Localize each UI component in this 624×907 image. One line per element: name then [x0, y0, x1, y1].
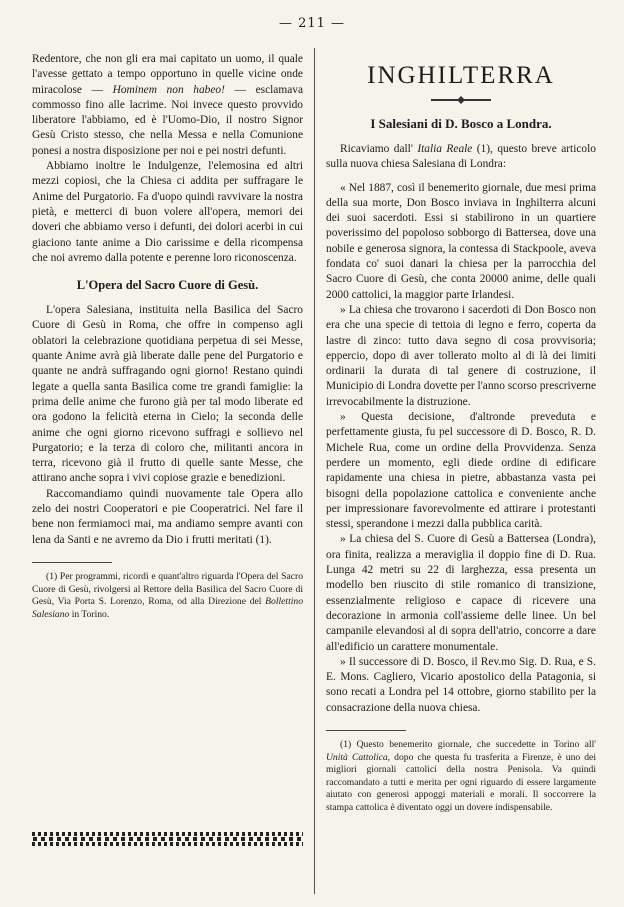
section-title: L'Opera del Sacro Cuore di Gesù. — [76, 278, 259, 293]
footnote-divider — [326, 730, 406, 731]
text: (1), questo breve articolo sulla nuova chiesa Salesiana di Londra: — [326, 143, 596, 171]
paragraph: « Nel 1887, così il benemerito giornale, due mesi prima della sua morte, Don Bosco inviava in Inghilterra alcuni dei suoi sacerdoti. Essi si stabilirono in un quartiere poverissimo del popoloso sobborgo di Battersea, dove una nobile e generosa signora, la contessa di Stackpoole, aveva fondata co' suoi danari la chiesa per la parrocchia del Sacro Cuore di Gesù, che conta 20000 anime, delle quali 2000 cattolici, la maggior parte Irlandesi. — [326, 181, 596, 301]
text: — esclamava commosso fino alle lacrime. Noi invece questo provvido liberatore l'abbiamo, ed è l'Uomo-Dio, il nostro Signor Gesù Cristo stesso, che nella Messa e nella Comunione ponesi a nostra disposizione per noi e pei nostri defunti. — [32, 83, 304, 157]
text: Bollettino Salesiano — [32, 596, 303, 620]
text: (1) Per programmi, ricordi e quant'altro riguarda l'Opera del Sacro Cuore di Gesù, rivolgersi al Rettore della Basilica del Sacro Cuore di Gesù, Via Porta S. Lorenzo, Roma, od alla Direzione del — [32, 570, 303, 608]
text: Unità Cattolica — [326, 751, 388, 763]
paragraph: L'opera Salesiana, instituita nella Basilica del Sacro Cuore di Gesù in Roma, che offre in compenso agli oblatori la celebrazione quotidiana perpetua di sei Messe, quante Anime avrà già liberate dalle pene del Purgatorio e quante ne andrà suffragando ogni giorno! Restano quindi legate a quella santa Basilica come tre grandi famiglie: la prima delle anime che furono già per tal modo liberate ed ora godono la felicità eterna in Cielo; la seconda delle anime che ogni giorno ricevono suffragi e sollievo nel Purgatorio; e la terza di coloro che, militanti ancora in terra, ricevono già il frutto di quelle sante Messe, che attirano anche sopra i vivi copiose grazie e benedizioni. — [32, 304, 303, 485]
paragraph: » Questa decisione, d'altronde preveduta e perfettamente giusta, fu pel successore di D. Bosco, R. D. Michele Rua, come un ordine della Provvidenza. Senza perdere un momento, egli diede ordine di edificare rapidamente una chiesa in pietre, abbastanza vasta pei bisogni della popolazione cattolica e conveniente anche per impressionare favorevolmente ed attirare i protestanti stessi, sperandone i mezzi dalla pubblica carità. — [326, 411, 596, 531]
text: Italia Reale — [417, 143, 473, 155]
left-column — [32, 52, 303, 621]
paragraph — [326, 142, 596, 173]
latin-quote: Hominem non habeo! — [112, 83, 225, 96]
article-title: I Salesiani di D. Bosco a Londra. — [370, 116, 552, 131]
column-divider — [314, 48, 315, 894]
decorative-border — [32, 832, 303, 846]
footnote — [32, 571, 303, 621]
flourish-ornament — [431, 96, 491, 104]
paragraph — [32, 52, 303, 159]
paragraph: Raccomandiamo quindi nuovamente tale Opera allo zelo dei nostri Cooperatori e pie Cooperatrici. Nel fare il bene non fermiamoci mai, ma andiamo sempre avanti con lena da Santi e ne avremo da Dio i frutti meritati (1). — [32, 487, 303, 546]
text: Ricaviamo dall' — [340, 143, 418, 155]
paragraph: Abbiamo inoltre le Indulgenze, l'elemosina ed altri mezzi copiosi, che la Chiesa ci addita per suffragare le Anime del Purgatorio. Fa d'uopo quindi ravvivare la nostra pietà, e metterci di buon volere all'opera, memori dei doveri che abbiamo verso i defunti, dei dolori acerbi in cui giaciono tante anime a Dio carissime e della ricompensa che noi avremo dalla potente e perenne loro riconoscenza. — [32, 160, 303, 264]
footnote-divider — [32, 562, 112, 563]
footnote — [326, 739, 596, 815]
paragraph: » La chiesa del S. Cuore di Gesù a Battersea (Londra), ora finita, realizza a meraviglia il doppio fine di D. Rua. Lunga 42 metri su 22 di larghezza, essa presenta un modello ben riuscito di stile romanico di transizione, essenzialmente religioso e capace di ricevere una decorazione in armonia coll'assieme delle linee. Un bel campanile elevandosi al di sopra dell'atrio, concorre a dare all'edificio un carattere monumentale. — [326, 533, 596, 653]
text: , dopo che questa fu trasferita a Firenze, è uno dei migliori giornali cattolici della nostra Penisola. Va quindi raccomandato a tutti e merita per ogni riguardo di essere largamente aiutato con generosi appoggi materiali e morali. Il soccorrere la stampa cattolica è diventato oggi un dovere indispensabile. — [326, 751, 596, 813]
country-heading: INGHILTERRA — [367, 62, 555, 89]
text: Redentore, che non gli era mai capitato un uomo, il quale l'avesse gettato a tempo opportuno in quelle vicine onde miracolose — — [32, 53, 303, 96]
paragraph: » La chiesa che trovarono i sacerdoti di Don Bosco non era che una specie di tettoia di legno e ferro, coperta da lastre di zinco: tutto dava segno di cosa provvisoria; eppercio, dopo di aver tollerato molto al di là dei limiti ordinarii la durata di tal genere di costruzione, il Municipio di Londra dovette per l'anno scorso prescriverne irrevocabilmente la distruzione. — [326, 303, 596, 408]
text: (1) Questo benemerito giornale, che succedette in Torino all' — [340, 738, 596, 750]
right-column — [326, 52, 596, 815]
text: in Torino. — [69, 608, 110, 620]
page-number: — 211 — — [278, 16, 346, 31]
paragraph: » Il successore di D. Bosco, il Rev.mo Sig. D. Rua, e S. E. Mons. Cagliero, Vicario apostolico della Patagonia, si sono recati a Londra pel 14 ottobre, giorno stabilito per la consacrazione della nuova chiesa. — [326, 655, 596, 714]
